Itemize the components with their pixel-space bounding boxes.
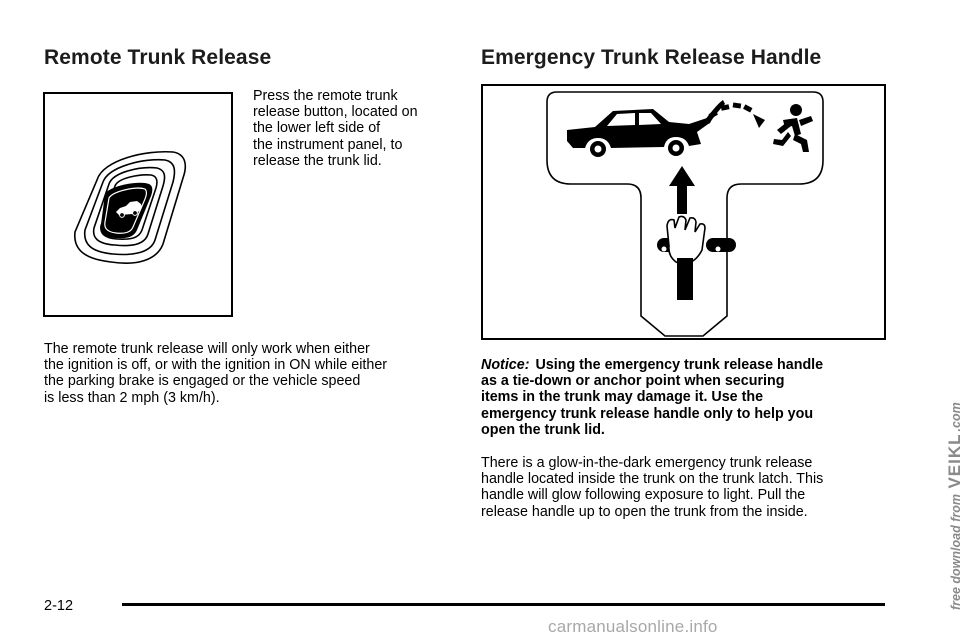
- trunk-release-button-icon: [45, 94, 231, 315]
- page-number: 2-12: [44, 598, 74, 614]
- glow-handle-icon: [483, 86, 884, 338]
- remote-release-caption: Press the remote trunk release button, located on the lower left side of the instrument panel, to release the trunk lid.: [253, 88, 418, 169]
- emergency-release-body: There is a glow-in-the-dark emergency trunk release handle located inside the trunk on the trunk latch. This handle will glow following exposure to light. Pull the release handle up to open the trunk from the inside.: [481, 455, 824, 520]
- remote-trunk-release-heading: Remote Trunk Release: [44, 46, 272, 69]
- remote-trunk-button-illustration: [43, 92, 233, 317]
- side-watermark: free download from VEIKL.com: [945, 402, 964, 610]
- remote-release-body: The remote trunk release will only work when either the ignition is off, or with the ignition in ON while either the parking brake is engaged or the vehicle speed is less than 2 mph (3 km/h).: [44, 341, 388, 406]
- bottom-watermark: carmanualsonline.info: [548, 617, 718, 636]
- notice-paragraph: Notice: Using the emergency trunk release handle as a tie-down or anchor point when securing items in the trunk may damage it. Use the emergency trunk release handle only to help you open the trunk lid.: [481, 357, 824, 438]
- footer-rule: [122, 603, 885, 606]
- emergency-trunk-release-heading: Emergency Trunk Release Handle: [481, 46, 822, 69]
- emergency-release-handle-illustration: [481, 84, 886, 340]
- notice-label: Notice:: [481, 357, 530, 373]
